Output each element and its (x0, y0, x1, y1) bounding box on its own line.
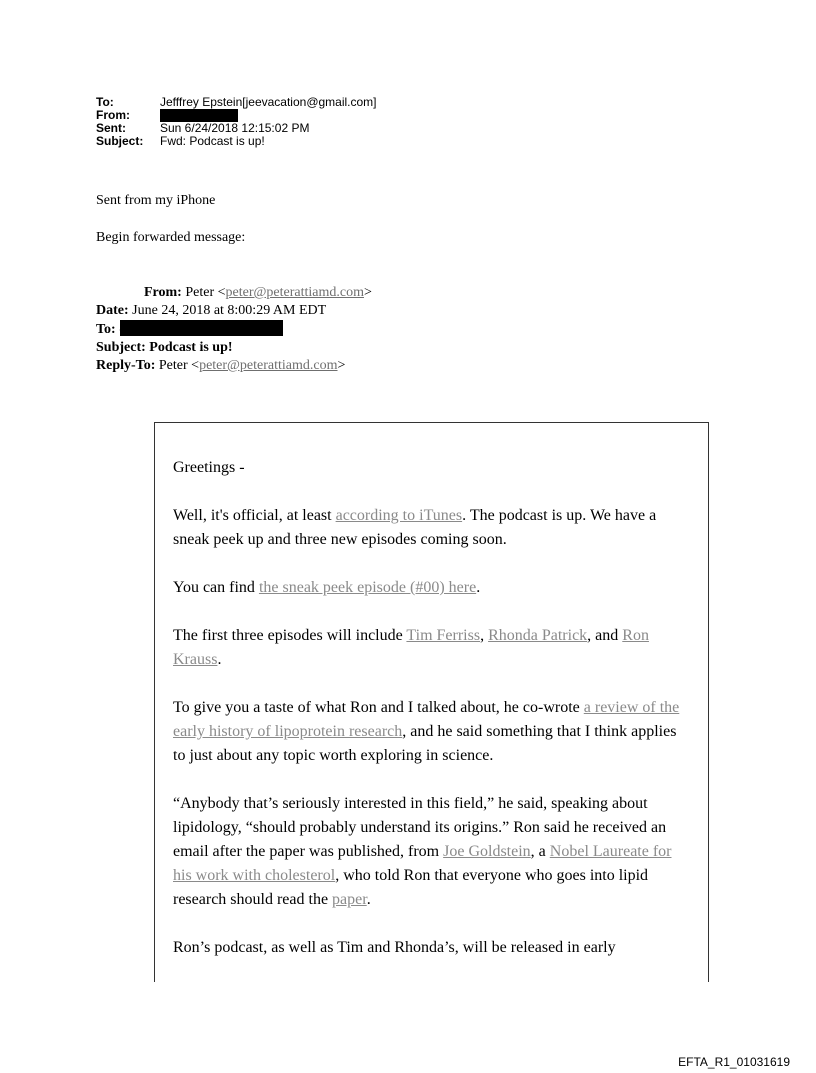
fwd-to-row (96, 320, 372, 339)
redaction-bar (120, 320, 283, 336)
fwd-reply-to-email-link[interactable]: peter@peterattiamd.com (199, 358, 338, 373)
text: , who told Ron that everyone who goes into lipid research should read the (173, 867, 649, 908)
text: “Anybody that’s seriously interested in this field,” he said, speaking about lipidology, “should probably understand its origins.” Ron said he received an email after the paper was published, from (173, 795, 667, 860)
fwd-from-email-link[interactable]: peter@peterattiamd.com (225, 285, 364, 300)
fwd-from-row (96, 284, 372, 302)
joe-goldstein-link[interactable]: Joe Goldstein (443, 843, 531, 860)
text: . (366, 891, 371, 908)
paragraph-2 (173, 576, 690, 600)
fwd-date-row (96, 302, 372, 320)
header-sent-label: Sent: (96, 121, 126, 135)
header-from-label: From: (96, 108, 130, 122)
text: You can find (173, 579, 259, 596)
rhonda-patrick-link[interactable]: Rhonda Patrick (488, 627, 588, 644)
document-id: EFTA_R1_01031619 (678, 1055, 790, 1069)
text: , and he said something that I think applies to just about any topic worth exploring in science. (173, 723, 677, 764)
header-subject-value: Fwd: Podcast is up! (160, 134, 265, 148)
itunes-link[interactable]: according to iTunes (335, 507, 463, 524)
text: The first three episodes will include (173, 627, 407, 644)
paragraph-1 (173, 504, 690, 552)
text: . (217, 651, 222, 668)
text: . (476, 579, 481, 596)
text: , and (587, 627, 623, 644)
fwd-reply-to-close: > (337, 358, 346, 373)
text: , a (530, 843, 550, 860)
fwd-date-label: Date: (96, 303, 129, 318)
paper-link[interactable]: paper (332, 891, 367, 908)
paragraph-4 (173, 696, 690, 768)
message-content (155, 423, 708, 960)
text: Well, it's official, at least (173, 507, 336, 524)
email-header (96, 96, 377, 148)
header-to-label: To: (96, 95, 114, 109)
message-box (154, 422, 709, 982)
fwd-to-label: To: (96, 322, 116, 337)
tim-ferriss-link[interactable]: Tim Ferriss (406, 627, 481, 644)
greeting: Greetings - (173, 459, 245, 476)
fwd-reply-to-name: Peter < (158, 358, 200, 373)
fwd-reply-to-row (96, 357, 372, 375)
fwd-subject-label: Subject: (96, 340, 146, 355)
header-subject-row (96, 135, 377, 148)
header-to-row (96, 96, 377, 109)
fwd-date-value: June 24, 2018 at 8:00:29 AM EDT (132, 303, 327, 318)
text: To give you a taste of what Ron and I talked about, he co-wrote (173, 699, 584, 716)
lipoprotein-review-link[interactable]: a review of the early history of lipoprotein research (173, 699, 680, 740)
nobel-laureate-link[interactable]: Nobel Laureate for his work with cholesterol (173, 843, 672, 884)
begin-forwarded-line: Begin forwarded message: (96, 230, 246, 245)
sent-from-line: Sent from my iPhone (96, 193, 216, 208)
fwd-subject-row (96, 339, 372, 357)
sneak-peek-link[interactable]: the sneak peek episode (#00) here (258, 579, 477, 596)
fwd-from-close: > (363, 285, 372, 300)
paragraph-5 (173, 792, 690, 912)
ron-krauss-link[interactable]: Ron Krauss (173, 627, 649, 668)
text: . The podcast is up. We have a sneak peek up and three new episodes coming soon. (173, 507, 657, 548)
paragraph-3 (173, 624, 690, 672)
paragraph-6: Ron’s podcast, as well as Tim and Rhonda’s, will be released in early (173, 939, 616, 956)
header-to-value: Jefffrey Epstein[jeevacation@gmail.com] (160, 95, 377, 109)
text: , (480, 627, 489, 644)
header-subject-label: Subject: (96, 134, 144, 148)
fwd-reply-to-label: Reply-To: (96, 358, 156, 373)
fwd-from-name: Peter < (185, 285, 226, 300)
header-sent-value: Sun 6/24/2018 12:15:02 PM (160, 121, 310, 135)
fwd-subject-value: Podcast is up! (149, 340, 233, 355)
fwd-from-label: From: (144, 285, 182, 300)
forwarded-header (96, 284, 372, 375)
